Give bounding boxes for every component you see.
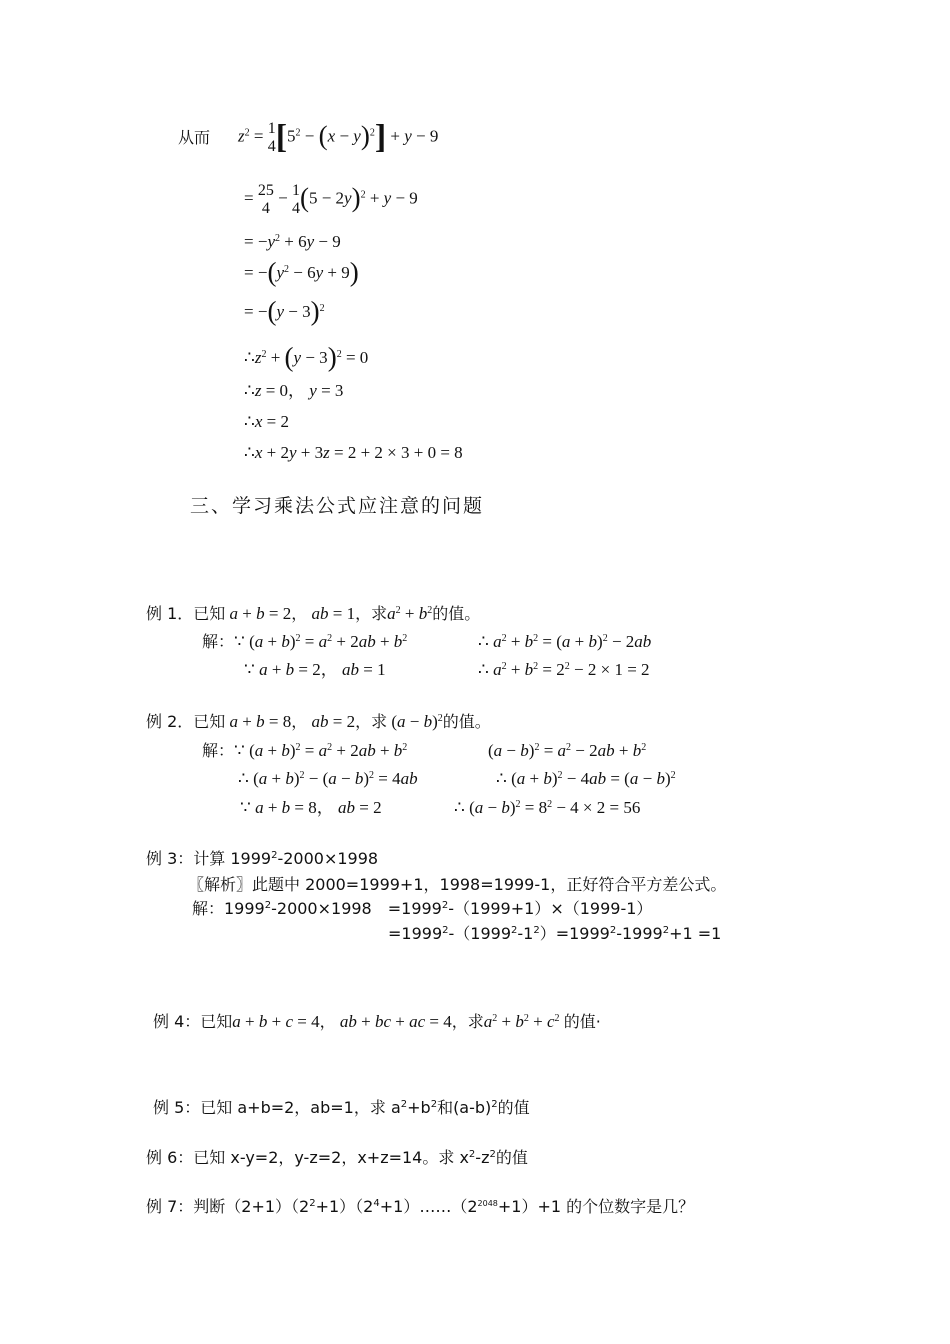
example-2-question: 例 2．已知 a + b = 8， ab = 2，求 $(a - b)^2$的值。	[146, 712, 491, 731]
example-2-solution-line-3: ∵ a + b = 8， ab = 2	[240, 798, 382, 817]
derivation-line-7: ∴z = 0， y = 3	[244, 381, 344, 400]
example-4-question: 例 4：已知a + b + c = 4， ab + bc + ac = 4，求$a^2 + b^2 + c^2$ 的值·	[153, 1012, 601, 1031]
example-3-solution-line-2: $=1999^2-(1999^2-1^2)=1999^2-1999^2+1 =1$	[388, 924, 722, 943]
derivation-line-5: = $-(y - 3)^2$	[244, 296, 325, 326]
example-2-solution-line-1: 解：∵ $(a + b)^2 = a^2 + 2ab + b^2$	[202, 741, 408, 760]
example-3-solution-line-1: 解：$1999^2-2000\times 1998$ $=1999^2-(1999+1)\times(1999-1)$	[192, 899, 653, 918]
example-3-analysis: 〖解析〗此题中 2000=1999+1，1998=1999-1，正好符合平方差公式。	[188, 875, 727, 894]
example-2-solution-line-2: ∴ $(a + b)^2 - (a - b)^2 = 4ab$	[238, 769, 418, 788]
example-1-solution-line-2b: ∴ $a^2 + b^2 = 2^2 - 2 \times 1 = 2$	[478, 660, 650, 679]
derivation-line-6: $\therefore z^2 + (y - 3)^2 = 0$	[244, 342, 369, 372]
example-7-question: 例 7：判断$(2+1)(2^2+1)(2^4+1)\dots\dots(2^{2048}+1)+1$ 的个位数字是几？	[146, 1197, 695, 1216]
example-1-question: 例 1．已知 a + b = 2， ab = 1，求$a^2 + b^2$的值。	[146, 604, 481, 623]
example-6-question: 例 6：已知 x-y=2，y-z=2，x+z=14。求 $x^2-z^2$的值	[146, 1148, 528, 1167]
derivation-line-8: ∴x = 2	[244, 412, 289, 431]
derivation-line-3: = $-y^2 + 6y - 9$	[244, 232, 341, 251]
example-1-solution-line-1b: ∴ $a^2 + b^2 = (a + b)^2 - 2ab$	[478, 632, 652, 651]
intro-label: 从而	[178, 128, 211, 147]
derivation-line-2: = 25 4 − 1 4 $(5 - 2y)^2 + y - 9$	[244, 182, 418, 217]
example-2-solution-line-3b: ∴ $(a - b)^2 = 8^2 - 4 \times 2 = 56$	[454, 798, 641, 817]
derivation-line-4: = $-(y^2 - 6y + 9)$	[244, 257, 359, 287]
example-1-solution-line-2: ∵ a + b = 2， ab = 1	[244, 660, 386, 679]
example-1-solution-line-1: 解：∵ $(a + b)^2 = a^2 + 2ab + b^2$	[202, 632, 408, 651]
section-title: 三、学习乘法公式应注意的问题	[190, 495, 485, 517]
example-2-solution-line-1b: $(a - b)^2 = a^2 - 2ab + b^2$	[488, 741, 647, 760]
example-2-solution-line-2b: ∴ $(a + b)^2 - 4ab = (a - b)^2$	[496, 769, 676, 788]
derivation-line-1: $z^2$ = 1 4 $[5^2 - (x - y)^2] + y - 9$	[238, 118, 439, 156]
derivation-line-9: ∴x + 2y + 3z = 2 + 2 × 3 + 0 = 8	[244, 443, 463, 462]
example-5-question: 例 5：已知 a+b=2，ab=1，求 $a^2+b^2$和$(a-b)^2$的值	[153, 1098, 530, 1117]
example-3-question: 例 3：计算 $1999^2-2000\times 1998$	[146, 849, 379, 868]
